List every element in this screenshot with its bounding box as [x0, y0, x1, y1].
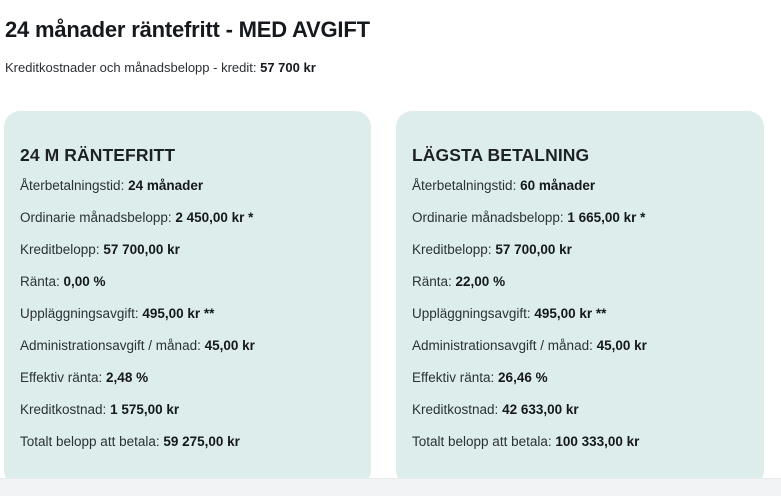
row-interest-rate — [20, 272, 371, 304]
row-credit-amount — [20, 240, 371, 272]
row-value: 495,00 kr ** — [142, 306, 215, 321]
row-label: Kreditkostnad: — [20, 402, 111, 417]
row-value: 45,00 kr — [596, 338, 647, 353]
row-admin-fee — [20, 336, 371, 368]
row-effective-rate — [20, 368, 371, 400]
row-value: 22,00 % — [455, 274, 506, 289]
row-label: Administrationsavgift / månad: — [20, 338, 205, 353]
row-setup-fee — [20, 304, 371, 336]
row-label: Effektiv ränta: — [412, 370, 499, 385]
bottom-divider-strip — [0, 478, 781, 496]
row-label: Ränta: — [412, 274, 456, 289]
row-value: 42 633,00 kr — [502, 402, 579, 417]
row-value: 100 333,00 kr — [555, 434, 640, 449]
row-value: 57 700,00 kr — [103, 242, 180, 257]
row-effective-rate — [412, 368, 764, 400]
row-label: Totalt belopp att betala: — [412, 434, 556, 449]
row-credit-cost — [412, 400, 764, 432]
row-setup-fee — [412, 304, 764, 336]
row-value: 57 700,00 kr — [495, 242, 572, 257]
row-label: Ränta: — [20, 274, 64, 289]
row-label: Uppläggningsavgift: — [412, 306, 535, 321]
row-value: 45,00 kr — [204, 338, 255, 353]
row-repayment-time — [20, 176, 371, 208]
row-value: 2,48 % — [106, 370, 149, 385]
row-repayment-time — [412, 176, 764, 208]
card-title: 24 M RÄNTEFRITT — [20, 145, 176, 165]
row-label: Återbetalningstid: — [20, 178, 129, 193]
row-value: 60 månader — [520, 178, 596, 193]
row-label: Effektiv ränta: — [20, 370, 107, 385]
row-total-to-pay — [412, 432, 764, 464]
credit-amount: 57 700 kr — [260, 60, 316, 75]
page-title: 24 månader räntefritt - MED AVGIFT — [5, 17, 370, 42]
row-label: Administrationsavgift / månad: — [412, 338, 597, 353]
row-value: 495,00 kr ** — [534, 306, 607, 321]
row-label: Kreditbelopp: — [412, 242, 496, 257]
row-label: Kreditkostnad: — [412, 402, 503, 417]
row-label: Uppläggningsavgift: — [20, 306, 143, 321]
row-total-to-pay — [20, 432, 371, 464]
row-interest-rate — [412, 272, 764, 304]
row-label: Totalt belopp att betala: — [20, 434, 164, 449]
subtitle-label: Kreditkostnader och månadsbelopp - kredit: — [5, 60, 261, 75]
row-value: 59 275,00 kr — [163, 434, 240, 449]
row-label: Ordinarie månadsbelopp: — [20, 210, 176, 225]
page-subtitle — [5, 60, 316, 75]
row-value: 24 månader — [128, 178, 204, 193]
row-value: 1 575,00 kr — [110, 402, 180, 417]
row-credit-amount — [412, 240, 764, 272]
row-label: Ordinarie månadsbelopp: — [412, 210, 568, 225]
row-monthly-amount — [20, 208, 371, 240]
card-title: LÄGSTA BETALNING — [412, 145, 590, 165]
row-label: Kreditbelopp: — [20, 242, 104, 257]
row-value: 26,46 % — [498, 370, 548, 385]
row-value: 2 450,00 kr * — [175, 210, 254, 225]
row-label: Återbetalningstid: — [412, 178, 521, 193]
row-admin-fee — [412, 336, 764, 368]
plan-card-lowest-payment — [396, 111, 764, 486]
row-value: 1 665,00 kr * — [567, 210, 646, 225]
row-value: 0,00 % — [63, 274, 106, 289]
row-monthly-amount — [412, 208, 764, 240]
row-credit-cost — [20, 400, 371, 432]
plan-card-24m-interest-free — [4, 111, 371, 486]
